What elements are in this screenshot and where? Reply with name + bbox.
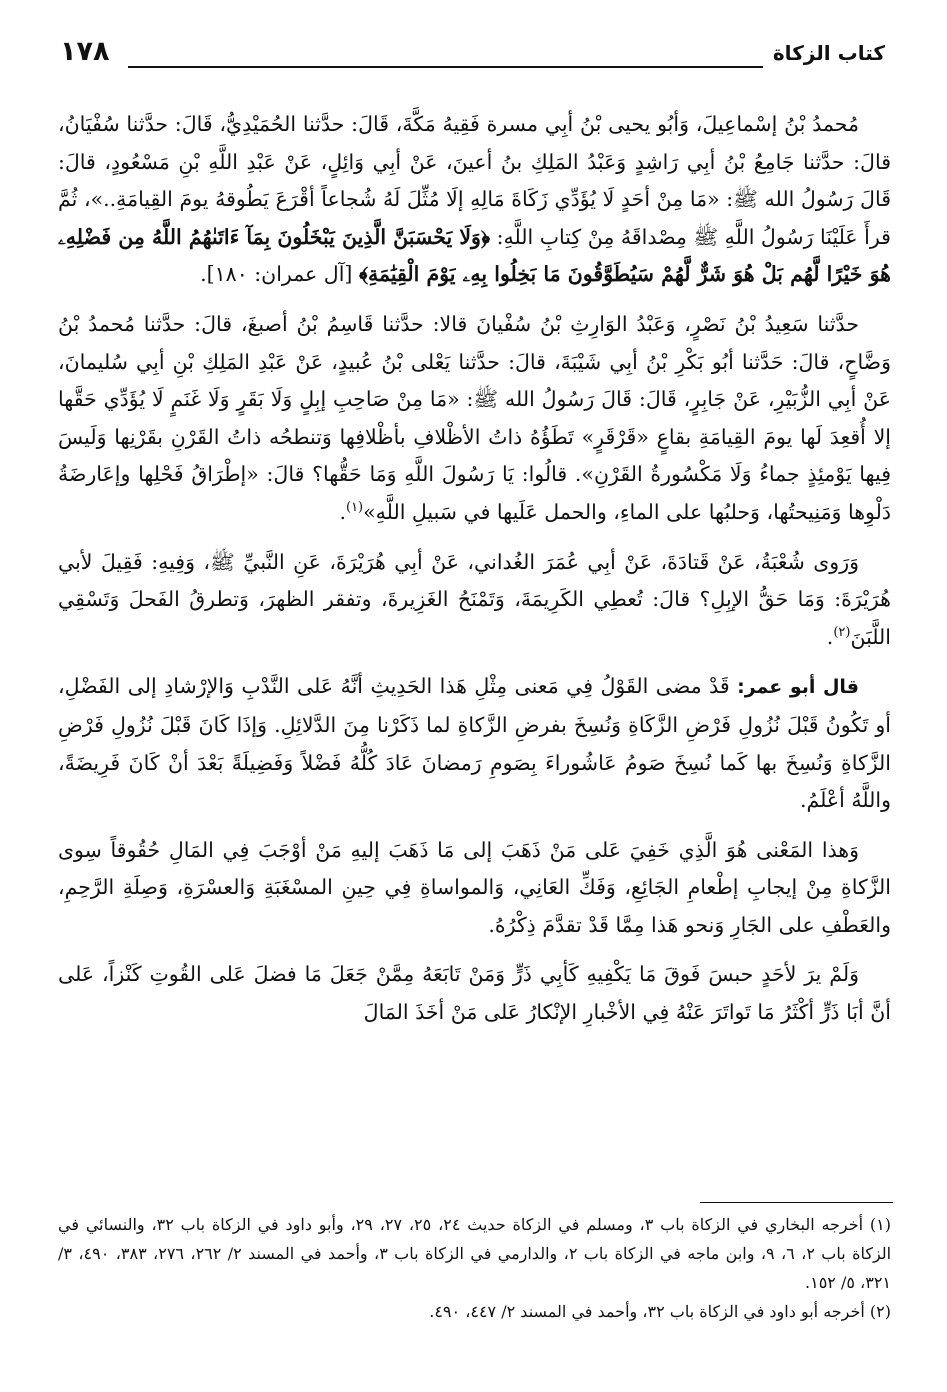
speaker-label: قال أبو عمر: xyxy=(737,676,859,699)
quran-verse: ﴿وَلَا يَحْسَبَنَّ الَّذِينَ يَبْخَلُونَ بِمَآ ءَاتَىٰهُمُ اللَّهُ مِن فَضْلِهِۦ هُوَ خَيْرًا لَّهُم بَلْ هُوَ شَرٌّ لَّهُمْ سَيُطَوَّقُونَ مَا بَخِلُوا بِهِۦ يَوْمَ الْقِيَٰمَةِ﴾ xyxy=(58,224,891,287)
paragraph-text: مُحمدُ بْنُ إسْماعِيلَ، وَأبُو يحيى بْنُ أبِي مسرة فَقِيهُ مَكَّةَ، قَالَ: حدَّثنا الحُمَيْدِيُّ، قَالَ: حدَّثنا سُفْيَانُ، قالَ: حدَّثنا جَامِعُ بْنُ أبِي رَاشِدٍ وَعَبْدُ المَلِكِ بنُ أعينَ، عَنْ أبِي وَائِلٍ، عَنْ عَبْدِ اللَّهِ بْنِ مَسْعُودٍ، قالَ: قَالَ رَسُولُ الله ﷺ: «مَا مِنْ أحَدٍ لَا يُؤَدِّي زَكَاةَ مَالِهِ إلَا مُثِّلَ لَهُ شُجاعاً أقْرَعَ يَطُوقهُ يومَ القِيامَةِ..»، ثُمَّ قرأَ عَلَيْنَا رَسُولُ اللَّهِ ﷺ مِصْداقَهُ مِنْ كِتابِ اللَّهِ: xyxy=(58,112,891,249)
footnotes xyxy=(58,1210,891,1326)
paragraph-text: وَهذا المَعْنى هُوَ الَّذِي خَفِيَ عَلى مَنْ ذَهَبَ إلى مَا ذَهَبَ إليهِ مَنْ أوْجَبَ فِي المَالِ حُقُوقاً سِوى الزَّكاةِ مِنْ إيجابِ إطْعامِ الجَائِعِ، وَفَكِّ العَانِي، وَالمواساةِ فِي حِينِ المسْغَبَةِ وَالعسْرَةِ، وَصِلَةِ الرَّحِمِ، والعَطْفِ على الجَارِ وَنحو هَذا مِمَّا قَدْ تقدَّمَ ذِكْرُهُ. xyxy=(58,837,891,937)
paragraph-hadith-3 xyxy=(58,544,891,657)
paragraph-commentary-1 xyxy=(58,668,891,819)
footnote-marker[interactable]: (٢) xyxy=(833,624,851,640)
paragraph-hadith-2 xyxy=(58,306,891,532)
paragraph-text: قَدْ مضى القَوْلُ فِي مَعنى مِثْلِ هَذا الحَدِيثِ أنَّهُ عَلى النَّدْبِ وَالإرْشادِ إلى الفَضْلِ، أو تَكُونُ قَبْلَ نُزُولِ فَرْضِ الزَّكَاةِ وَنُسِخَ بفرضِ الزَّكاةِ لما ذَكَرْنا مِنَ الدَّلائِلِ. وَإذَا كَانَ قَبْلَ نُزُولِ فَرْضِ الزَّكاةِ وَنُسِخَ بها كَما نُسِخَ صَومُ عَاشُوراءَ بِصَومِ رَمضانَ عَادَ كُلُّهُ فَضْلاً وَفَضِيلَةً بَعْدَ أنْ كَانَ فَرِيضَةً، واللَّهُ أعْلَمُ. xyxy=(58,674,891,813)
paragraph-end: . xyxy=(339,499,346,524)
book-title: كتاب الزكاة xyxy=(772,41,885,65)
verse-reference: [آل عمران: ١٨٠]. xyxy=(200,262,353,287)
paragraph-text: وَلَمْ يرَ لأحَدٍ حبسَ فَوقَ مَا يَكْفِيهِ كَأبِي ذَرٍّ وَمَنْ تَابَعَهُ مِمَّنْ جَعَلَ مَا فضلَ عَلى القُوتِ كَنْزاً، عَلى أنَّ أبَا ذَرٍّ أكْثَرُ مَا تَواتَرَ عَنْهُ فِي الأخْبارِ الإنْكارُ عَلى مَنْ أخَذَ المَالَ xyxy=(58,962,891,1025)
paragraph-commentary-2 xyxy=(58,832,891,945)
paragraph-commentary-3 xyxy=(58,956,891,1031)
page-number: ١٧٨ xyxy=(60,36,110,67)
footnote-marker[interactable]: (١) xyxy=(345,500,364,516)
main-text xyxy=(58,106,891,1032)
header-rule xyxy=(128,66,763,68)
paragraph-end: . xyxy=(826,624,834,649)
paragraph-hadith-1 xyxy=(58,106,891,294)
page-header xyxy=(60,36,885,72)
paragraph-text: حدَّثنا سَعِيدُ بْنُ نَصْرٍ، وَعَبْدُ الوَارِثِ بْنُ سُفْيانَ قالا: حدَّثنا قَاسِمُ بْنُ أصبغَ، قالَ: حدَّثنا مُحمدُ بْنُ وَضَّاحٍ، قالَ: حَدَّثنا أبُو بَكْرِ بْنُ أبِي شَيْبَةَ، قالَ: حدَّثنا يَعْلى بْنُ عُبيدٍ، عَنْ عَبْدِ المَلِكِ بْنِ أبِي سُليمانَ، عَنْ أبِي الزُّبَيْرِ، عَنْ جَابِرٍ، قَالَ: قَالَ رَسُولُ الله ﷺ: «مَا مِنْ صَاحِبِ إبِلٍ وَلَا بَقَرٍ وَلَا غَنَمٍ لَا يُؤَدِّي حَقَّها إلا أُقعِدَ لَها يومَ القِيامَةِ بقاعٍ «قَرْقَرٍ» تَطَؤُهُ ذاتُ الأظْلافِ بأظْلافِها وَتنطحُه ذاتُ القَرْنِ بقَرْنِها وَلَيسَ فِيها يَوْمئِذٍ جماءُ وَلَا مَكْسُورةُ القَرْنِ». قالُوا: يَا رَسُولَ اللَّهِ وَمَا حَقُّها؟ قالَ: «إطْرَاقُ فَحْلِها وإعَارضَةُ دَلْوِها وَمَنِيحتُها، وَحلبُها على الماءِ، والحمل عَلَيها في سَبيلِ اللَّهِ» xyxy=(58,311,891,524)
footnote-rule xyxy=(700,1202,893,1203)
footnote-1: (١) أخرجه البخاري في الزكاة باب ٣، ومسلم في الزكاة حديث ٢٤، ٢٥، ٢٧، ٢٩، وأبو داود في الزكاة باب ٣٢، والنسائي في الزكاة باب ٢، ٦، ٩، وابن ماجه في الزكاة باب ٢، والدارمي في الزكاة باب ٣، وأحمد في المسند ٢/ ٢٦٢، ٢٧٦، ٣٨٣، ٤٩٠، ٣/ ٣٢١، ٥/ ١٥٢. xyxy=(58,1215,892,1292)
footnote-2: (٢) أخرجه أبو داود في الزكاة باب ٣٢، وأحمد في المسند ٢/ ٤٤٧، ٤٩٠. xyxy=(429,1302,891,1321)
paragraph-text: وَرَوى شُعْبَةُ، عَنْ قَتادَةَ، عَنْ أبِي عُمَرَ الغُداني، عَنْ أبِي هُرَيْرَةَ، عَنِ النَّبيِّ ﷺ، وَفِيهِ: فَقِيلَ لأبي هُرَيْرَةَ: وَمَا حَقُّ الإبِلِ؟ قالَ: تُعطِي الكَرِيمَةَ، وَتَمْنَحُ الغَزِيرةَ، وتفقر الظهرَ، وَتطرقُ الفَحلَ وَتَسْقِي اللَّبَنَ xyxy=(58,549,891,649)
